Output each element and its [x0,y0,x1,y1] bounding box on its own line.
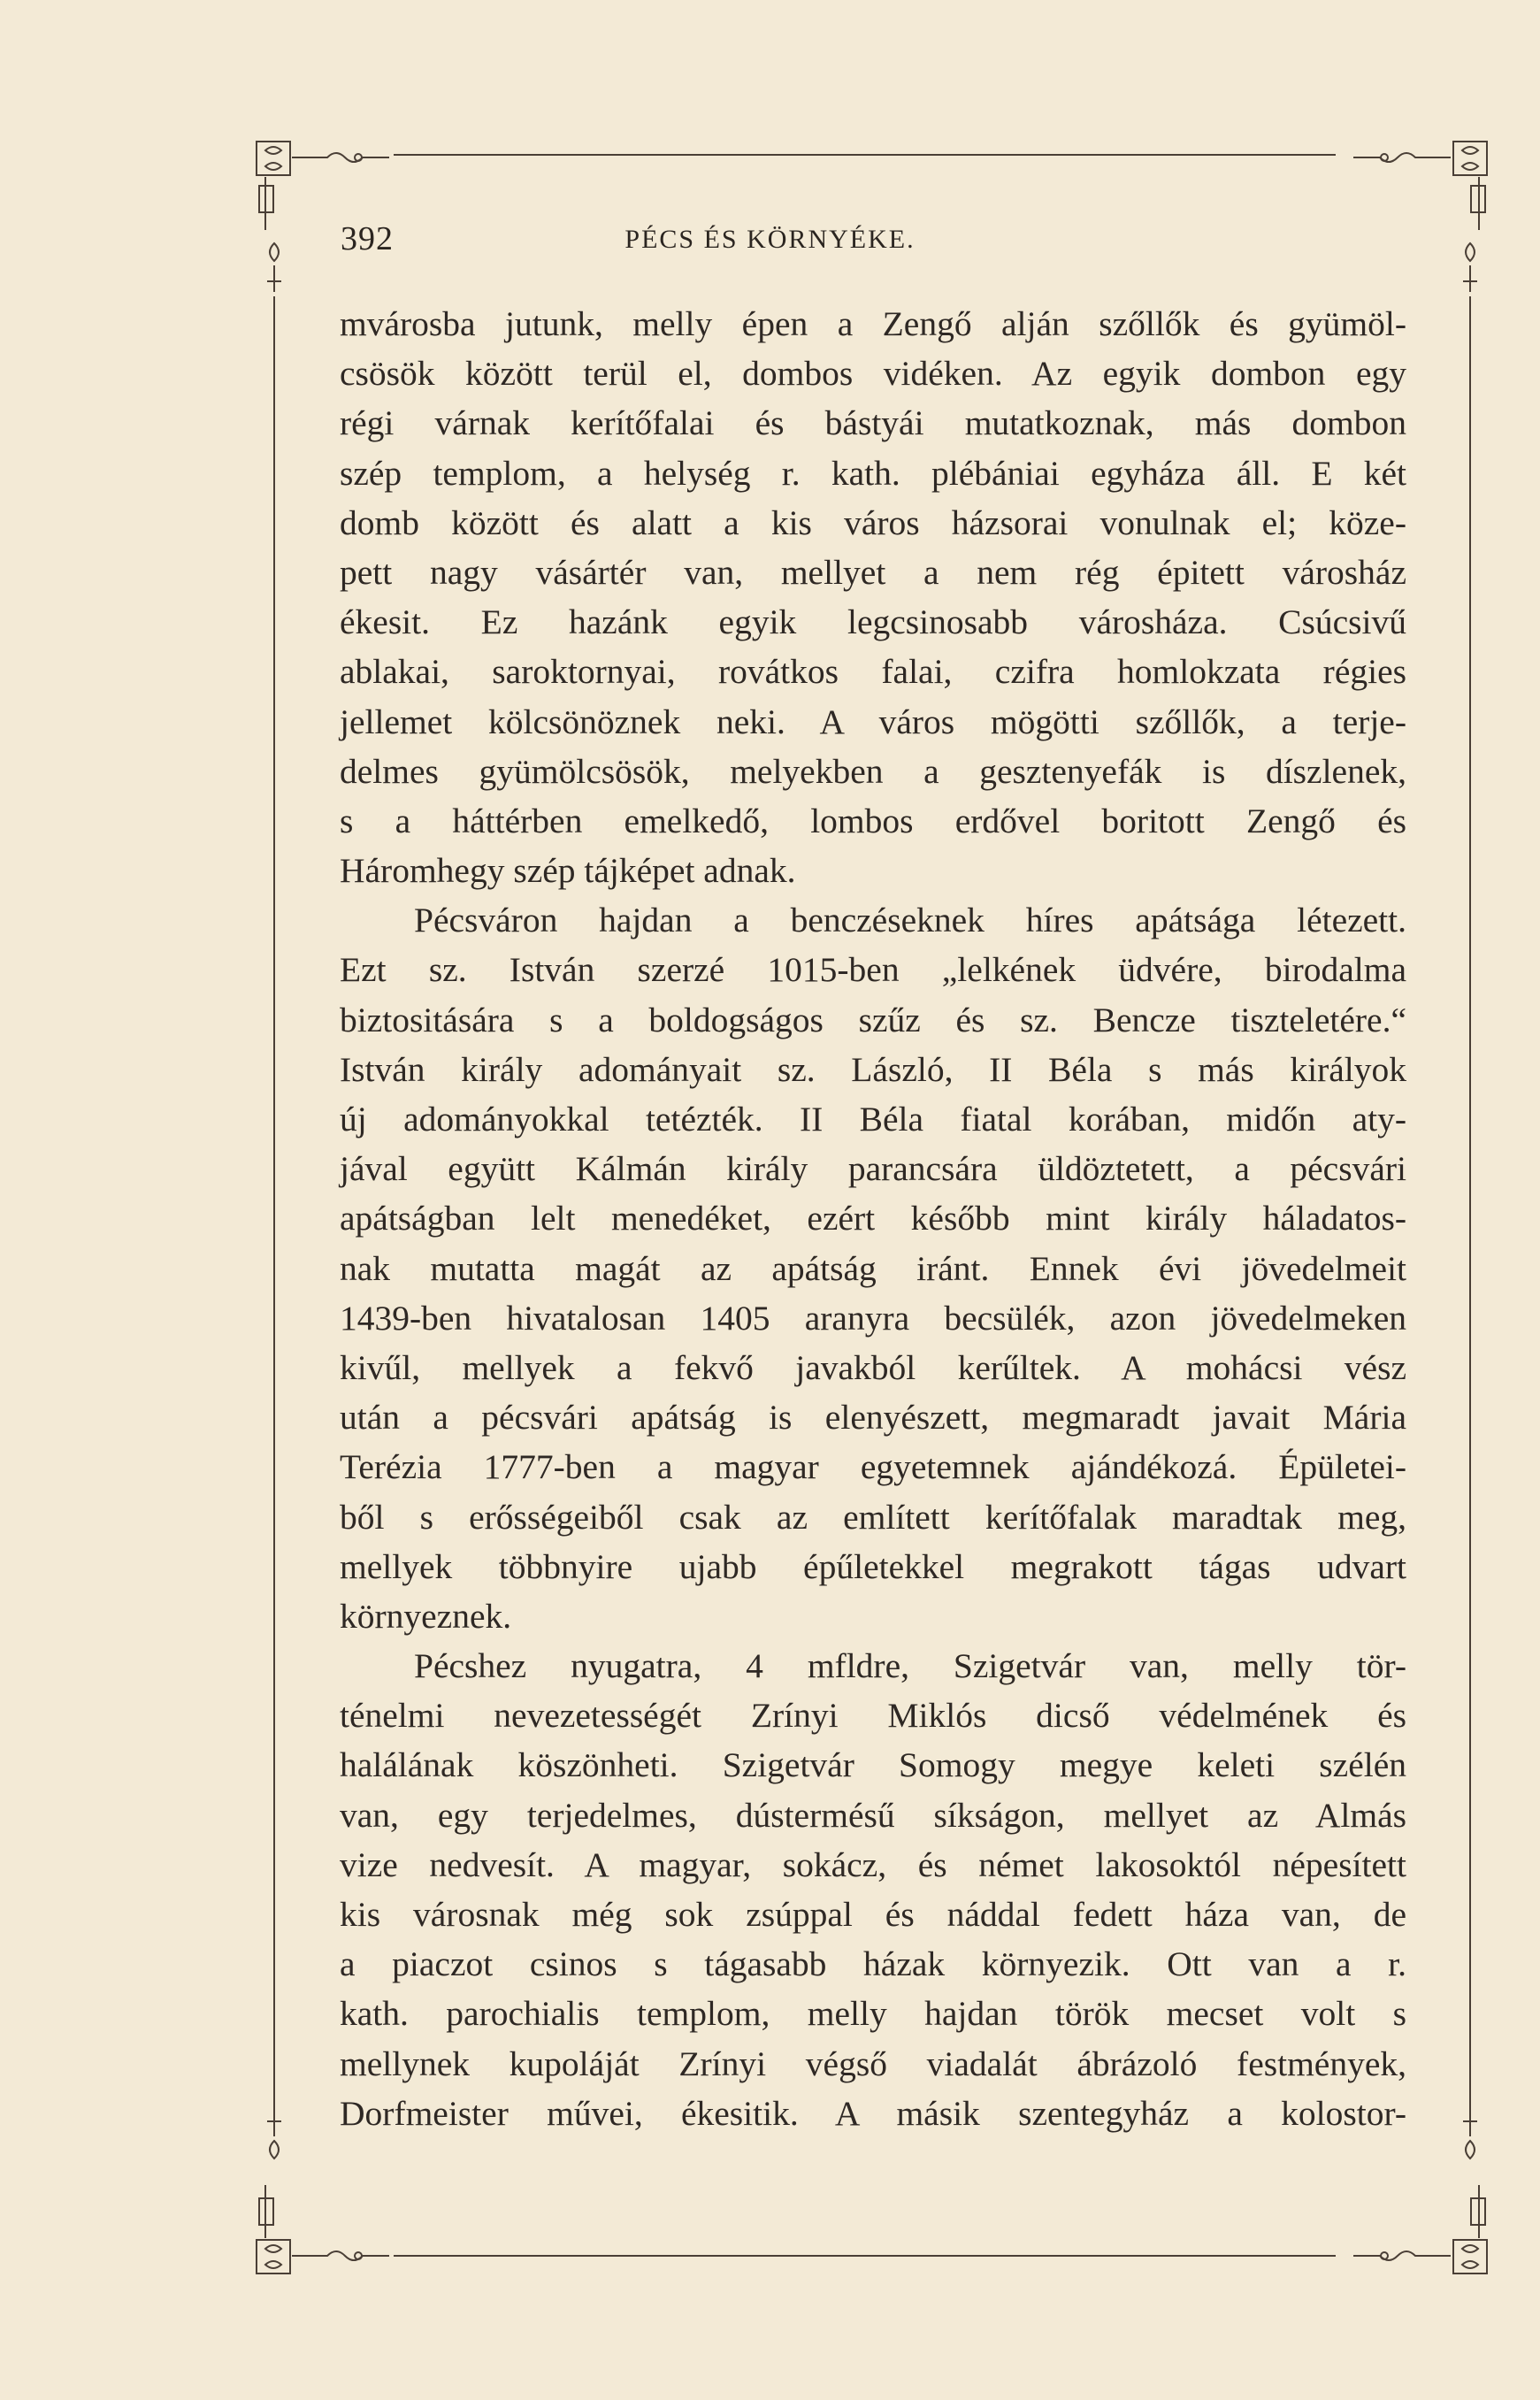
text-line: régi várnak kerítőfalai és bástyái mutatkoznak, más dombon [340,403,1406,443]
text-line: nak mutatta magát az apátság iránt. Ennek évi jövedelmeit [340,1248,1406,1288]
text-line: domb között és alatt a kis város házsorai vonulnak el; köze- [340,502,1406,542]
text-line: delmes gyümölcsösök, melyekben a gesztenyefák is díszlenek, [340,751,1406,791]
text-line: ből s erősségeiből csak az említett kerítőfalak maradtak meg, [340,1497,1406,1537]
corner-ornament-top-left [257,142,389,292]
text-line: ténelmi nevezetességét Zrínyi Miklós dicső védelmének és [340,1696,1406,1736]
text-line: kis városnak még sok zsúppal és náddal fedett háza van, de [340,1895,1406,1934]
text-line: biztositására s a boldogságos szűz és sz. Bencze tiszteletére.“ [340,1000,1406,1039]
page-number: 392 [341,220,394,257]
text-line: apátságban lelt menedéket, ezért később mint király háladatos- [340,1199,1406,1238]
corner-ornament-top-right [1353,142,1487,292]
text-line: ékesit. Ez hazánk egyik legcsinosabb városháza. Csúcsivű [340,602,1406,642]
text-line: Háromhegy szép tájképet adnak. [340,851,796,891]
text-line: környeznek. [340,1596,512,1636]
text-line: Dorfmeister művei, ékesitik. A másik szentegyház a kolostor- [340,2093,1406,2133]
text-line: a piaczot csinos s tágasabb házak környezik. Ott van a r. [340,1944,1406,1984]
text-line: István király adományait sz. László, II Béla s más királyok [340,1049,1406,1089]
running-head: PÉCS ÉS KÖRNYÉKE. [624,225,916,254]
text-line: halálának köszönheti. Szigetvár Somogy megye keleti szélén [340,1745,1406,1785]
text-line: után a pécsvári apátság is elenyészett, megmaradt javait Mária [340,1398,1406,1438]
text-line: kath. parochialis templom, melly hajdan török mecset volt s [340,1994,1406,2034]
text-line: Pécsváron hajdan a benczéseknek híres apátsága létezett. [414,901,1406,940]
text-line: mellynek kupoláját Zrínyi végső viadalát ábrázoló festmények, [340,2043,1406,2083]
text-line: vize nedvesít. A magyar, sokácz, és német lakosoktól népesített [340,1844,1406,1884]
text-line: jellemet kölcsönöznek neki. A város mögötti szőllők, a terje- [340,702,1406,741]
text-line: s a háttérben emelkedő, lombos erdővel boritott Zengő és [340,801,1406,840]
text-line: ablakai, saroktornyai, rovátkos falai, czifra homlokzata régies [340,652,1406,692]
text-line: van, egy terjedelmes, dústermésű síkságon, mellyet az Almás [340,1795,1406,1835]
text-line: mellyek többnyire ujabb épűletekkel megrakott tágas udvart [340,1546,1406,1586]
text-line: pett nagy vásártér van, mellyet a nem rég épitett városház [340,552,1406,592]
text-line: Pécshez nyugatra, 4 mfldre, Szigetvár van, melly tör- [414,1646,1406,1686]
text-line: mvárosba jutunk, melly épen a Zengő alján szőllők és gyümöl- [340,304,1406,343]
text-line: Ezt sz. István szerzé 1015-ben „lelkének üdvére, birodalma [340,950,1406,990]
text-line: szép templom, a helység r. kath. plébániai egyháza áll. E két [340,453,1406,493]
body-text [340,299,1406,2138]
text-line: 1439-ben hivatalosan 1405 aranyra becsülék, azon jövedelmeken [340,1298,1406,1338]
text-line: kivűl, mellyek a fekvő javakból kerűltek. A mohácsi vész [340,1347,1406,1387]
text-line: Terézia 1777-ben a magyar egyetemnek ajándékozá. Épületei- [340,1447,1406,1487]
text-line: jával együtt Kálmán király parancsára üldöztetett, a pécsvári [340,1149,1406,1189]
text-line: csösök között terül el, dombos vidéken. Az egyik dombon egy [340,354,1406,394]
text-line: új adományokkal tetézték. II Béla fiatal korában, midőn aty- [340,1100,1406,1139]
